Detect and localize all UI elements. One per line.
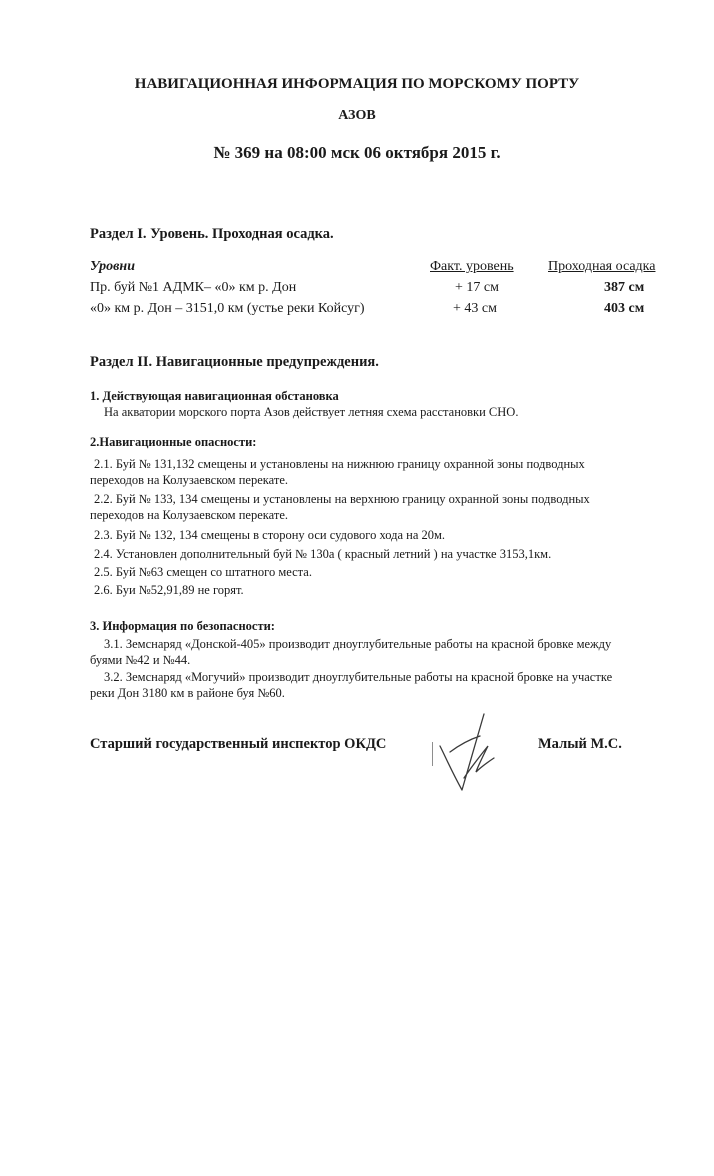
item2-line: 2.5. Буй №63 смещен со штатного места. (94, 565, 312, 579)
row2-place: «0» км р. Дон – 3151,0 км (устье реки Койсуг) (90, 301, 365, 316)
item2-line: 2.6. Буи №52,91,89 не горят. (94, 583, 244, 597)
signer-name: Малый М.С. (538, 736, 622, 752)
item1-text: На акватории морского порта Азов действует летняя схема расстановки СНО. (104, 405, 519, 419)
item2-line: 2.1. Буй № 131,132 смещены и установлены на нижнюю границу охранной зоны подводных (94, 457, 585, 471)
document-title: НАВИГАЦИОННАЯ ИНФОРМАЦИЯ ПО МОРСКОМУ ПОРТУ (134, 76, 580, 92)
col-draft-header: Проходная осадка (548, 259, 656, 274)
row2-level: + 43 см (453, 301, 497, 316)
section1-title: Раздел I. Уровень. Проходная осадка. (90, 226, 334, 242)
item2-line: 2.4. Установлен дополнительный буй № 130а ( красный летний ) на участке 3153,1км. (94, 547, 552, 561)
col-fact-level-header: Факт. уровень (430, 259, 514, 274)
item3-line: реки Дон 3180 км в районе буя №60. (90, 686, 285, 700)
row1-level: + 17 см (455, 280, 499, 295)
row1-draft: 387 см (604, 280, 645, 295)
signer-position: Старший государственный инспектор ОКДС (90, 736, 387, 752)
row2-draft: 403 см (604, 301, 645, 316)
item3-line: 3.2. Земснаряд «Могучий» производит дноуглубительные работы на красной бровке на участке (104, 670, 613, 684)
item3-title: 3. Информация по безопасности: (90, 619, 275, 633)
signature-mark (432, 706, 502, 798)
item2-line: переходов на Колузаевском перекате. (90, 473, 288, 487)
item2-line: 2.2. Буй № 133, 134 смещены и установлены на верхнюю границу охранной зоны подводных (94, 492, 590, 506)
col-levels-header: Уровни (90, 259, 135, 274)
section2-title: Раздел II. Навигационные предупреждения. (90, 354, 379, 370)
port-name: АЗОВ (338, 108, 376, 123)
issue-line: № 369 на 08:00 мск 06 октября 2015 г. (213, 143, 501, 162)
item2-line: переходов на Колузаевском перекате. (90, 508, 288, 522)
row1-place: Пр. буй №1 АДМК– «0» км р. Дон (90, 280, 297, 295)
item3-line: буями №42 и №44. (90, 653, 191, 667)
item1-title: 1. Действующая навигационная обстановка (90, 389, 339, 403)
item2-title: 2.Навигационные опасности: (90, 435, 257, 449)
item2-line: 2.3. Буй № 132, 134 смещены в сторону оси судового хода на 20м. (94, 528, 446, 542)
item3-line: 3.1. Земснаряд «Донской-405» производит дноуглубительные работы на красной бровке между (104, 637, 612, 651)
